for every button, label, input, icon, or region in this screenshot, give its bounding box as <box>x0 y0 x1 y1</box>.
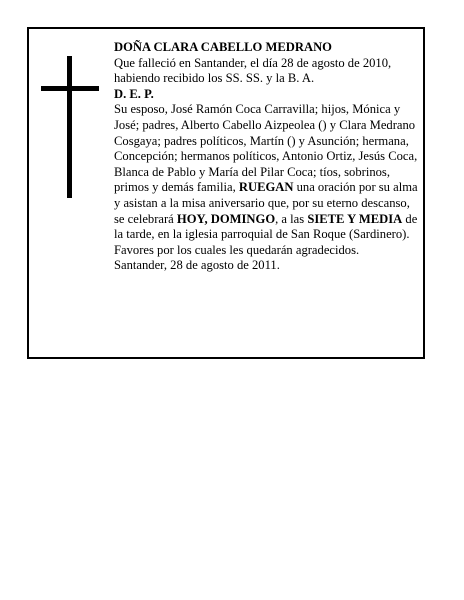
cross-icon <box>41 56 99 198</box>
death-line: Que falleció en Santander, el día 28 de agosto de 2010, habiendo recibido los SS. SS. y la B. A. <box>114 55 392 86</box>
cross-horizontal-bar <box>41 86 99 91</box>
cross-vertical-bar <box>67 56 72 198</box>
at-text: , a las <box>275 211 308 226</box>
deceased-name: DOÑA CLARA CABELLO MEDRANO <box>114 40 332 54</box>
mass-place: de la tarde, en la iglesia parroquial de San Roque (Sardinero). <box>114 211 418 242</box>
family-paragraph <box>114 102 420 242</box>
rip-line: D. E. P. <box>114 86 154 101</box>
thanks-line: Favores por los cuales les quedarán agradecidos. <box>114 242 360 257</box>
ruegan-word: RUEGAN <box>238 180 294 195</box>
request-text: una oración por su alma y asistan a la misa aniversario que, por su eterno descanso, se celebrará <box>114 180 418 226</box>
family-list: Su esposo, José Ramón Coca Carravilla; hijos, Mónica y José; padres, Alberto Cabello Aizpeolea () y Clara Medrano Cosgaya; padres políticos, Martín () y Asunción; hermana, Concepción; hermanos políticos, Antonio Ortiz, Jesús Coca, Blanca de Pablo y María del Pilar Coca; tíos, sobrinos, primos y demás familia, <box>114 102 418 195</box>
obituary-notice <box>27 27 425 359</box>
date-line: Santander, 28 de agosto de 2011. <box>114 258 280 273</box>
mass-time: SIETE Y MEDIA <box>307 211 403 226</box>
mass-day: HOY, DOMINGO <box>176 211 276 226</box>
notice-text <box>114 40 420 274</box>
